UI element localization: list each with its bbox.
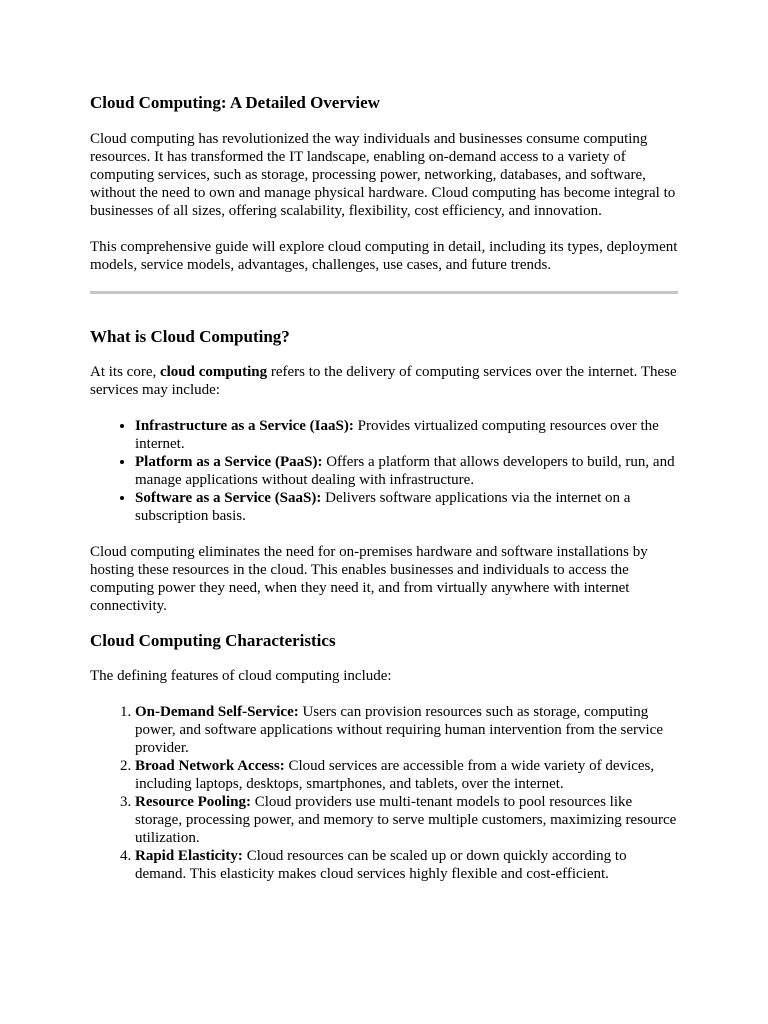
lead-text-before: At its core,: [90, 364, 160, 380]
list-item-term: Broad Network Access:: [135, 758, 285, 774]
list-item-saas: [135, 489, 678, 525]
list-item-broad-network: [135, 757, 678, 793]
intro-paragraph-1: Cloud computing has revolutionized the way individuals and businesses consume computing resources. It has transformed the IT landscape, enabling on-demand access to a variety of computing services, such as storage, processing power, networking, databases, and software, without the need to own and manage physical hardware. Cloud computing has become integral to businesses of all sizes, offering scalability, flexibility, cost efficiency, and innovation.: [90, 131, 676, 219]
list-item-desc: Delivers software applications via the internet on a subscription basis.: [135, 490, 631, 524]
list-item-desc: Offers a platform that allows developers to build, run, and manage applications without dealing with infrastructure.: [135, 454, 675, 488]
list-item-desc: Cloud resources can be scaled up or down quickly according to demand. This elasticity makes cloud services highly flexible and cost-efficient.: [135, 848, 627, 882]
lead-bold-term: cloud computing: [159, 364, 268, 380]
section-divider: [90, 291, 678, 294]
characteristics-heading: Cloud Computing Characteristics: [90, 631, 336, 650]
what-is-heading: What is Cloud Computing?: [90, 327, 290, 346]
list-item-iaas: [135, 417, 678, 453]
list-item-term: Resource Pooling:: [135, 794, 251, 810]
what-is-lead-paragraph: [90, 363, 678, 399]
list-item-term: Infrastructure as a Service (IaaS):: [135, 418, 354, 434]
list-item-desc: Cloud services are accessible from a wide variety of devices, including laptops, desktops, smartphones, and tablets, over the internet.: [135, 758, 655, 792]
list-item-term: Software as a Service (SaaS):: [135, 490, 322, 506]
list-item-on-demand: [135, 703, 678, 757]
list-item-desc: Cloud providers use multi-tenant models to pool resources like storage, processing power, and memory to serve multiple customers, maximizing resource utilization.: [135, 794, 677, 846]
service-model-list: [90, 417, 678, 525]
list-item-rapid-elasticity: [135, 847, 678, 883]
document-title: Cloud Computing: A Detailed Overview: [90, 93, 380, 112]
characteristics-lead: The defining features of cloud computing include:: [90, 668, 392, 684]
what-is-closing-paragraph: Cloud computing eliminates the need for on-premises hardware and software installations by hosting these resources in the cloud. This enables businesses and individuals to access the computing power they need, when they need it, and from virtually anywhere with internet connectivity.: [90, 544, 648, 614]
list-item-term: Platform as a Service (PaaS):: [135, 454, 323, 470]
list-item-term: On-Demand Self-Service:: [135, 704, 299, 720]
lead-text-after: refers to the delivery of computing services over the internet. These services may include:: [90, 364, 677, 398]
list-item-term: Rapid Elasticity:: [135, 848, 243, 864]
list-item-paas: [135, 453, 678, 489]
list-item-desc: Provides virtualized computing resources over the internet.: [135, 418, 659, 452]
characteristics-list: [90, 703, 678, 883]
list-item-desc: Users can provision resources such as storage, computing power, and software applications without requiring human intervention from the service provider.: [135, 704, 663, 756]
intro-paragraph-2: This comprehensive guide will explore cloud computing in detail, including its types, deployment models, service models, advantages, challenges, use cases, and future trends.: [90, 239, 678, 273]
list-item-resource-pooling: [135, 793, 678, 847]
